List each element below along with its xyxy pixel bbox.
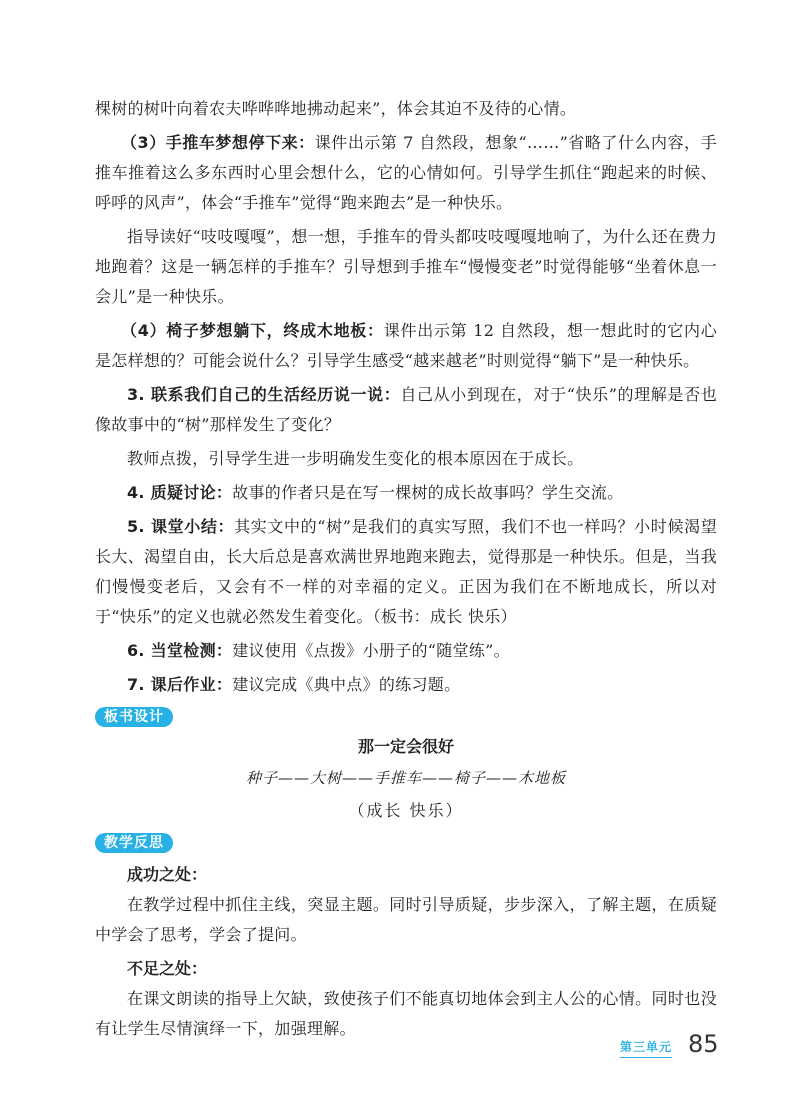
paragraph-step-7	[95, 670, 717, 700]
lack-text: 在课文朗读的指导上欠缺，致使孩子们不能真切地体会到主人公的心情。同时也没有让学生尽情演绎一下，加强理解。	[95, 989, 717, 1038]
page-number: 85	[688, 1030, 719, 1058]
board-subtitle: （成长 快乐）	[348, 801, 464, 820]
item-label: （4）椅子梦想躺下，终成木地板：	[121, 321, 384, 340]
unit-label: 第三单元	[620, 1038, 672, 1058]
step-label: 7. 课后作业：	[127, 675, 233, 694]
step-label: 3. 联系我们自己的生活经历说一说：	[127, 385, 401, 404]
board-design-badge: 板书设计	[95, 707, 173, 727]
success-heading: 成功之处：	[127, 865, 208, 884]
page-content	[95, 94, 717, 1044]
paragraph-step-3	[95, 380, 717, 440]
paragraph-item-3	[95, 128, 717, 218]
item-text: 课件出示第 12 自然段，想一想此时的它内心是怎样想的？可能会说什么？引导学生感受“越来越老”时则觉得“躺下”是一种快乐。	[95, 321, 717, 370]
step-label: 6. 当堂检测：	[127, 641, 233, 660]
paragraph-step-5	[95, 512, 717, 632]
step-text: 建议使用《点拨》小册子的“随堂练”。	[232, 641, 510, 660]
reflection-badge: 教学反思	[95, 833, 173, 853]
paragraph-step-6	[95, 636, 717, 666]
item-text: 课件出示第 7 自然段，想象“……”省略了什么内容，手推车推着这么多东西时心里会想什么，它的心情如何。引导学生抓住“跑起来的时候、呼呼的风声”，体会“手推车”觉得“跑来跑去”是一种快乐。	[95, 133, 717, 212]
paragraph-step-4	[95, 478, 717, 508]
step-label: 5. 课堂小结：	[127, 517, 235, 536]
reflection-header	[95, 832, 717, 856]
step-text: 故事的作者只是在写一棵树的成长故事吗？学生交流。	[232, 483, 624, 502]
paragraph: 教师点拨，引导学生进一步明确发生变化的根本原因在于成长。	[127, 449, 584, 468]
step-text: 建议完成《典中点》的练习题。	[232, 675, 461, 694]
item-label: （3）手推车梦想停下来：	[121, 133, 315, 152]
board-title: 那一定会很好	[357, 737, 454, 756]
success-text: 在教学过程中抓住主线，突显主题。同时引导质疑，步步深入，了解主题，在质疑中学会了思考，学会了提问。	[95, 895, 717, 944]
paragraph-item-4	[95, 316, 717, 376]
paragraph: 棵树的树叶向着农夫哗哗哗地拂动起来”，体会其迫不及待的心情。	[95, 99, 577, 118]
step-text: 其实文中的“树”是我们的真实写照，我们不也一样吗？小时候渴望长大、渴望自由，长大后总是喜欢满世界地跑来跑去，觉得那是一种快乐。但是，当我们慢慢变老后，又会有不一样的对幸福的定义。正因为我们在不断地成长，所以对于“快乐”的定义也就必然发生着变化。（板书：成长 快乐）	[95, 517, 717, 626]
board-design-header	[95, 706, 717, 730]
board-sequence: 种子——大树——手推车——椅子——木地板	[245, 769, 566, 787]
step-label: 4. 质疑讨论：	[127, 483, 233, 502]
paragraph: 指导读好“吱吱嘎嘎”，想一想，手推车的骨头都吱吱嘎嘎地响了，为什么还在费力地跑着？这是一辆怎样的手推车？引导想到手推车“慢慢变老”时觉得能够“坐着休息一会儿”是一种快乐。	[95, 227, 717, 306]
page-footer	[620, 1030, 720, 1066]
lack-heading: 不足之处：	[127, 959, 208, 978]
step-text: 自己从小到现在，对于“快乐”的理解是否也像故事中的“树”那样发生了变化？	[95, 385, 717, 434]
